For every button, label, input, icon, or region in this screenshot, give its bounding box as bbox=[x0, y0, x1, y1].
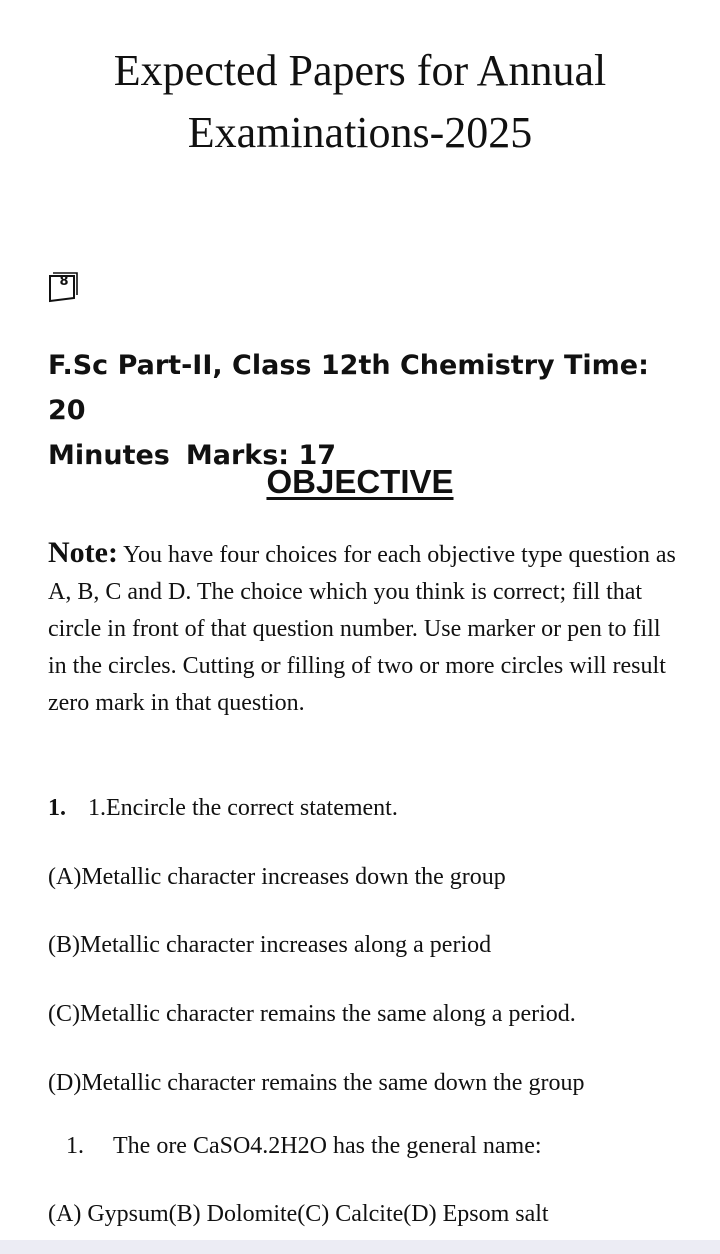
title-line-2: Examinations-2025 bbox=[187, 108, 533, 157]
question-2-text: The ore CaSO4.2H2O has the general name: bbox=[113, 1133, 542, 1159]
question-1-text: 1.Encircle the correct statement. bbox=[88, 795, 398, 821]
question-1-option-a: (A)Metallic character increases down the group bbox=[48, 864, 506, 890]
page-number: 8 bbox=[59, 274, 69, 289]
section-heading: OBJECTIVE bbox=[266, 463, 454, 500]
note-text: You have four choices for each objective type question as A, B, C and D. The choice which you think is correct; fill that circle in front of that question number. Use marker or pen to fill in the circles. Cutting or filling of two or more circles will result zero mark in that question. bbox=[48, 542, 676, 716]
question-2-number: 1. bbox=[66, 1133, 84, 1159]
subject-minutes: Minutes bbox=[48, 440, 170, 471]
document-title bbox=[0, 40, 720, 164]
subject-line: F.Sc Part-II, Class 12th Chemistry Time: 20 bbox=[48, 350, 649, 426]
question-1-option-b: (B)Metallic character increases along a period bbox=[48, 932, 492, 958]
note-label: Note: bbox=[48, 536, 118, 569]
page-number-badge bbox=[48, 271, 80, 303]
question-1-number: 1. bbox=[48, 795, 66, 821]
subject-header bbox=[48, 343, 688, 478]
question-1-option-d: (D)Metallic character remains the same down the group bbox=[48, 1070, 585, 1096]
question-1 bbox=[48, 791, 708, 825]
question-1-option-c: (C)Metallic character remains the same along a period. bbox=[48, 1001, 576, 1027]
question-2-options: (A) Gypsum(B) Dolomite(C) Calcite(D) Epsom salt bbox=[48, 1201, 549, 1227]
title-line-1: Expected Papers for Annual bbox=[113, 46, 607, 95]
subject-marks: Marks: 17 bbox=[185, 440, 337, 471]
bottom-bar bbox=[0, 1240, 720, 1254]
question-2 bbox=[66, 1129, 720, 1163]
note-paragraph bbox=[48, 534, 678, 722]
